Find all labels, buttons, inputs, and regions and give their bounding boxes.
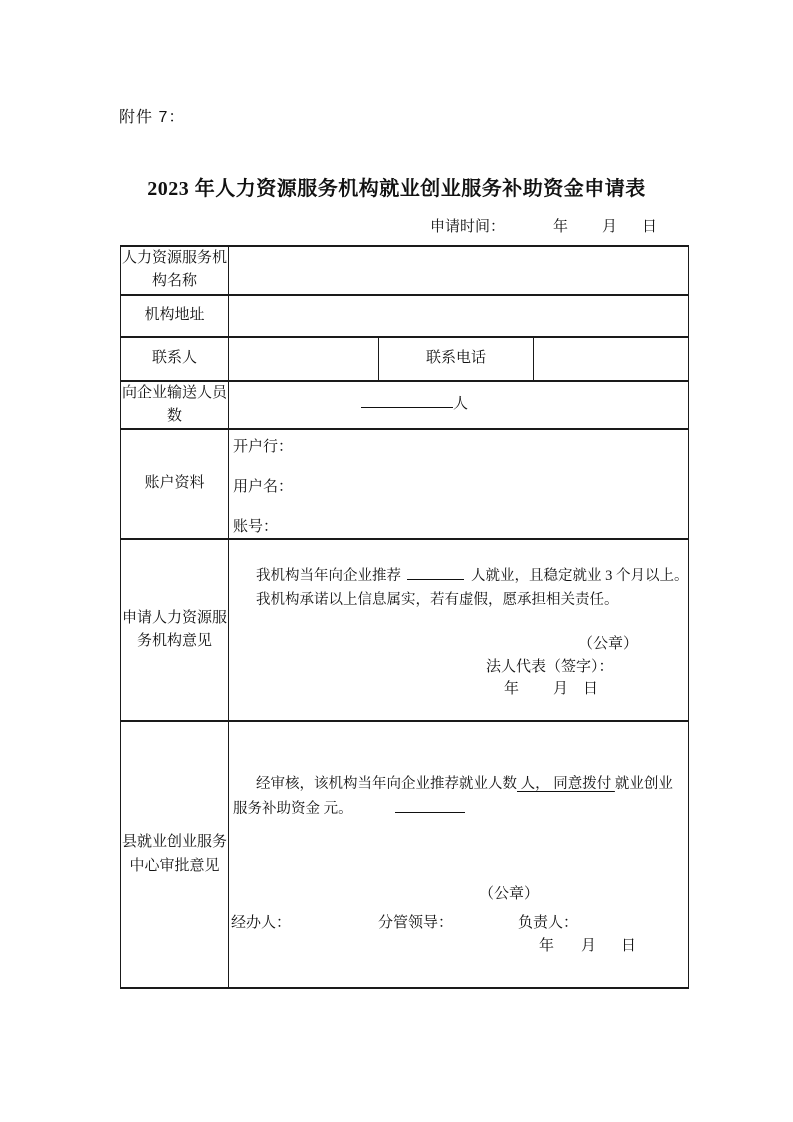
center-opinion-cell bbox=[229, 721, 689, 988]
leader-signature-field[interactable]: 分管领导： bbox=[378, 915, 454, 931]
center-opinion-line1 bbox=[256, 772, 673, 793]
table-row bbox=[121, 246, 689, 295]
contact-label: 联系人 bbox=[121, 337, 229, 381]
sent-count-blank-field[interactable] bbox=[361, 392, 453, 408]
agency-date-day: 日 bbox=[583, 681, 599, 697]
responsible-signature-field[interactable]: 负责人： bbox=[518, 915, 579, 931]
apply-time-month: 月 bbox=[602, 219, 618, 235]
sent-count-label: 向企业输送人员数 bbox=[121, 381, 229, 430]
center-date-month: 月 bbox=[581, 938, 597, 954]
agency-seal-placeholder: （公章） bbox=[578, 636, 639, 652]
center-opinion-line1-pre: 经审核，该机构当年向企业推荐就业人数 bbox=[256, 776, 517, 792]
phone-value-cell[interactable] bbox=[534, 337, 689, 381]
center-date-day: 日 bbox=[621, 938, 637, 954]
agency-recommend-count-blank-field[interactable] bbox=[407, 564, 464, 580]
table-row bbox=[121, 295, 689, 337]
page-title: 2023 年人力资源服务机构就业创业服务补助资金申请表 bbox=[147, 178, 646, 200]
org-name-value-cell[interactable] bbox=[229, 246, 689, 295]
sent-count-entry bbox=[361, 392, 468, 413]
center-date-year: 年 bbox=[539, 938, 555, 954]
account-label: 账户资料 bbox=[121, 429, 229, 539]
phone-label: 联系电话 bbox=[379, 337, 534, 381]
agency-opinion-line1 bbox=[256, 564, 689, 585]
center-opinion-line2-text: 服务补助资金 元。 bbox=[233, 801, 353, 817]
account-info-cell bbox=[229, 429, 689, 539]
table-row bbox=[121, 539, 689, 721]
apply-time-day: 日 bbox=[642, 219, 658, 235]
agency-opinion-label: 申请人力资源服务机构意见 bbox=[121, 539, 229, 721]
agency-date-year: 年 bbox=[504, 681, 520, 697]
org-name-label: 人力资源服务机构名称 bbox=[121, 246, 229, 295]
apply-time-label: 申请时间： bbox=[430, 219, 506, 235]
account-bank-field[interactable]: 开户行： bbox=[233, 439, 294, 455]
account-username-field[interactable]: 用户名： bbox=[233, 479, 294, 495]
apply-time-year: 年 bbox=[553, 219, 569, 235]
center-opinion-line2 bbox=[233, 797, 465, 818]
center-opinion-label: 县就业创业服务中心审批意见 bbox=[121, 721, 229, 988]
sent-count-cell bbox=[229, 381, 689, 430]
address-label: 机构地址 bbox=[121, 295, 229, 337]
handler-signature-field[interactable]: 经办人： bbox=[231, 915, 292, 931]
agency-opinion-line1-post: 人就业，且稳定就业 3 个月以上。 bbox=[471, 568, 689, 584]
attachment-label: 附件 7： bbox=[119, 109, 186, 126]
center-seal-placeholder: （公章） bbox=[479, 886, 540, 902]
subsidy-amount-blank-field[interactable] bbox=[395, 797, 465, 813]
center-opinion-line1-post: 就业创业 bbox=[614, 776, 673, 792]
table-row bbox=[121, 381, 689, 430]
agency-date-month: 月 bbox=[553, 681, 569, 697]
application-form-table bbox=[120, 245, 689, 989]
center-approved-count-underlined[interactable]: 人， 同意拨付 bbox=[517, 776, 615, 792]
table-row bbox=[121, 721, 689, 988]
apply-time-line bbox=[430, 215, 657, 236]
agency-opinion-cell bbox=[229, 539, 689, 721]
sent-count-unit: 人 bbox=[453, 395, 469, 412]
contact-value-cell[interactable] bbox=[229, 337, 379, 381]
agency-opinion-line1-pre: 我机构当年向企业推荐 bbox=[256, 568, 401, 584]
agency-opinion-date bbox=[504, 677, 598, 698]
address-value-cell[interactable] bbox=[229, 295, 689, 337]
account-number-field[interactable]: 账号： bbox=[233, 519, 279, 535]
legal-rep-signature-line[interactable]: 法人代表（签字）： bbox=[486, 659, 614, 675]
table-row bbox=[121, 337, 689, 381]
table-row bbox=[121, 429, 689, 539]
agency-opinion-line2: 我机构承诺以上信息属实，若有虚假，愿承担相关责任。 bbox=[256, 592, 619, 608]
